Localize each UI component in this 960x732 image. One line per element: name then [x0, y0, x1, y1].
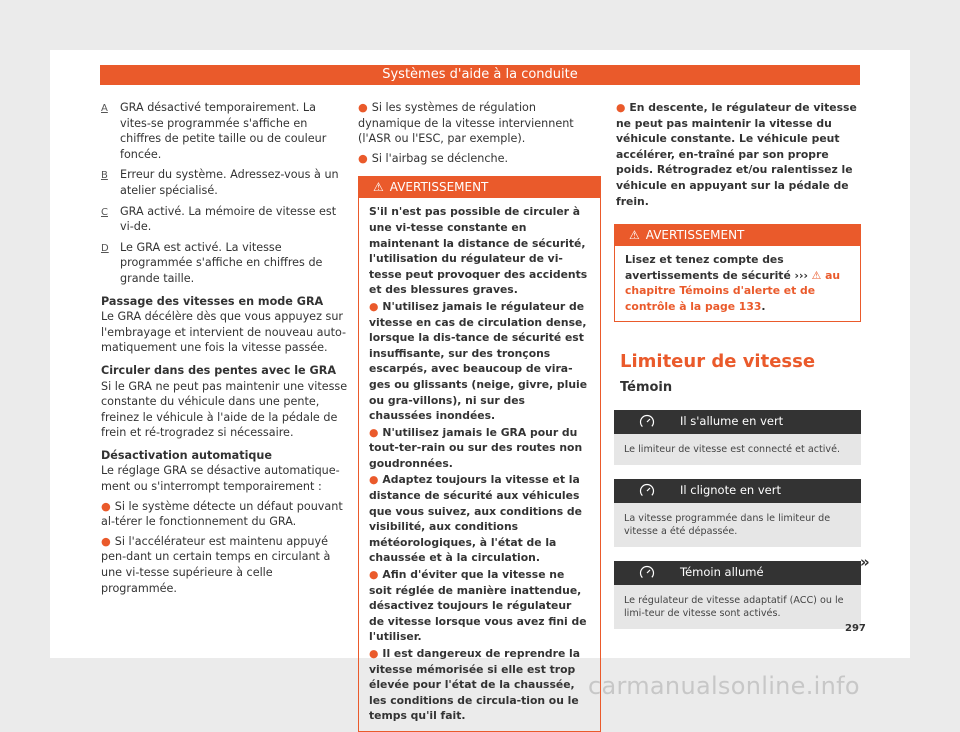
- bullet-item: ● Si les systèmes de régulation dynamique de la vitesse interviennent (l'ASR ou l'ESC, par exemple).: [358, 101, 574, 146]
- lamp-header: [614, 479, 861, 503]
- warning-triangle-icon: ⚠: [373, 180, 384, 195]
- lamp-header: [614, 410, 861, 434]
- section-title: Limiteur de vitesse: [620, 350, 816, 372]
- legend-item-a: [101, 100, 349, 162]
- bullet-dot: ●: [358, 151, 368, 165]
- column-left: [101, 100, 349, 596]
- legend-text: Le GRA est activé. La vitesse programmée s'affiche en chiffres de grande taille.: [120, 240, 323, 285]
- warning-intro: S'il n'est pas possible de circuler à une vi-tesse constante en maintenant la distance de sécurité, l'utilisation du régulateur de vi-tesse peut provoquer des accidents et des blessures graves.: [369, 205, 588, 297]
- lamp-description: La vitesse programmée dans le limiteur de vitesse a été dépassée.: [614, 503, 861, 547]
- warning-body: [359, 198, 600, 731]
- bullet-item: ● Si le système détecte un défaut pouvant al-térer le fonctionnement du GRA.: [101, 499, 343, 529]
- warning-item: ● N'utilisez jamais le GRA pour du tout-ter-rain ou sur des routes non goudronnées.: [369, 425, 583, 470]
- bullet-dot: ●: [101, 499, 111, 513]
- column-middle: [358, 100, 601, 732]
- bold-bullet-item: ● En descente, le régulateur de vitesse ne peut pas maintenir la vitesse du véhicule constante. Le véhicule peut accélérer, en-traîné par son propre poids. Rétrogradez et/ou ralentissez le véhicule en appuyant sur la pédale de frein.: [616, 101, 857, 208]
- legend-letter: C: [101, 206, 108, 218]
- legend-text: GRA activé. La mémoire de vitesse est vi-de.: [120, 204, 337, 234]
- legend-item-c: [101, 204, 349, 235]
- paragraph-desactivation: Le réglage GRA se désactive automatique-ment ou s'interrompt temporairement :: [101, 464, 340, 494]
- warning-triangle-icon: ⚠: [629, 228, 640, 243]
- paragraph-passage: Le GRA décélère dès que vous appuyez sur l'embrayage et intervient de nouveau auto-matiquement une fois la vitesse passée.: [101, 310, 347, 355]
- page-number: 297: [845, 623, 866, 634]
- warning-triangle-icon: ⚠: [811, 268, 822, 282]
- continue-marker: »: [860, 553, 870, 571]
- reference-arrows: ›››: [794, 268, 808, 282]
- lamp-status: Il clignote en vert: [680, 482, 781, 497]
- legend-letter: D: [101, 242, 109, 254]
- lamp-status: Témoin allumé: [680, 564, 764, 579]
- lamp-description: Le limiteur de vitesse est connecté et activé.: [614, 434, 861, 465]
- page-header: Systèmes d'aide à la conduite: [100, 65, 860, 85]
- warning-item: ● Adaptez toujours la vitesse et la distance de sécurité aux véhicules que vous suivez, aux conditions de visibilité, aux conditions météorologiques, à l'état de la chaussée et à la circulation.: [369, 473, 582, 565]
- subsection-title: Témoin: [620, 380, 673, 396]
- indicator-lamp-row: [614, 479, 861, 547]
- bullet-dot: ●: [101, 534, 111, 548]
- bullet-item: ● Si l'accélérateur est maintenu appuyé pen-dant un certain temps en circulant à une vi-tesse supérieure à celle programmée.: [101, 534, 331, 595]
- legend-letter: B: [101, 170, 108, 182]
- lamp-header: [614, 561, 861, 585]
- bullet-dot: ●: [358, 101, 368, 114]
- legend-item-b: [101, 167, 349, 198]
- warning-body: Lisez et tenez compte des avertissements de sécurité ››› ⚠ au chapitre Témoins d'alerte et de contrôle à la page 133.: [625, 253, 841, 313]
- subheading-desactivation: Désactivation automatique: [101, 448, 272, 462]
- warning-box: [614, 224, 861, 321]
- warning-item: ● Afin d'éviter que la vitesse ne soit réglée de manière inattendue, désactivez toujours le régulateur de vitesse lorsque vous avez fini de l'utiliser.: [369, 568, 587, 644]
- bullet-item: ● Si l'airbag se déclenche.: [358, 151, 509, 165]
- speedometer-icon: [614, 414, 680, 430]
- legend-letter: A: [101, 103, 108, 114]
- lamp-description: Le régulateur de vitesse adaptatif (ACC) ou le limi-teur de vitesse sont activés.: [614, 585, 861, 629]
- paragraph-pentes: Si le GRA ne peut pas maintenir une vitesse constante du véhicule dans une pente, freinez le véhicule à l'aide de la pédale de frein et ré-trogradez si nécessaire.: [101, 379, 348, 440]
- warning-header: ⚠ AVERTISSEMENT: [359, 177, 600, 198]
- speedometer-icon: [614, 483, 680, 499]
- chapter-link[interactable]: au chapitre Témoins d'alerte et de contrôle à la page 133: [625, 268, 841, 313]
- indicator-lamp-row: [614, 410, 861, 465]
- warning-item: ● N'utilisez jamais le régulateur de vitesse en cas de circulation dense, lorsque la dis-tance de sécurité est insuffisante, sur des tronçons escarpés, avec beaucoup de vira-ges ou glissants (neige, givre, pluie ou gra-villons), ni sur des chaussées inondées.: [369, 299, 588, 423]
- lamp-status: Il s'allume en vert: [680, 413, 784, 428]
- subheading-passage: Passage des vitesses en mode GRA: [101, 294, 324, 308]
- legend-text: Erreur du système. Adressez-vous à un atelier spécialisé.: [120, 168, 339, 197]
- warning-item: ● Il est dangereux de reprendre la vitesse mémorisée si elle est trop élevée pour l'état de la chaussée, les conditions de circula-tion ou le temps qu'il fait.: [369, 647, 581, 723]
- warning-header: ⚠ AVERTISSEMENT: [615, 225, 860, 246]
- subheading-pentes: Circuler dans des pentes avec le GRA: [101, 363, 336, 377]
- legend-item-d: [101, 240, 349, 287]
- column-right: [614, 100, 861, 629]
- legend-text: GRA désactivé temporairement. La vites-se programmée s'affiche en chiffres de petite taille ou de couleur foncée.: [120, 101, 327, 161]
- indicator-lamp-row: [614, 561, 861, 629]
- warning-box: [358, 176, 601, 732]
- watermark: carmanualsonline.info: [588, 672, 860, 700]
- speedometer-icon: [614, 565, 680, 581]
